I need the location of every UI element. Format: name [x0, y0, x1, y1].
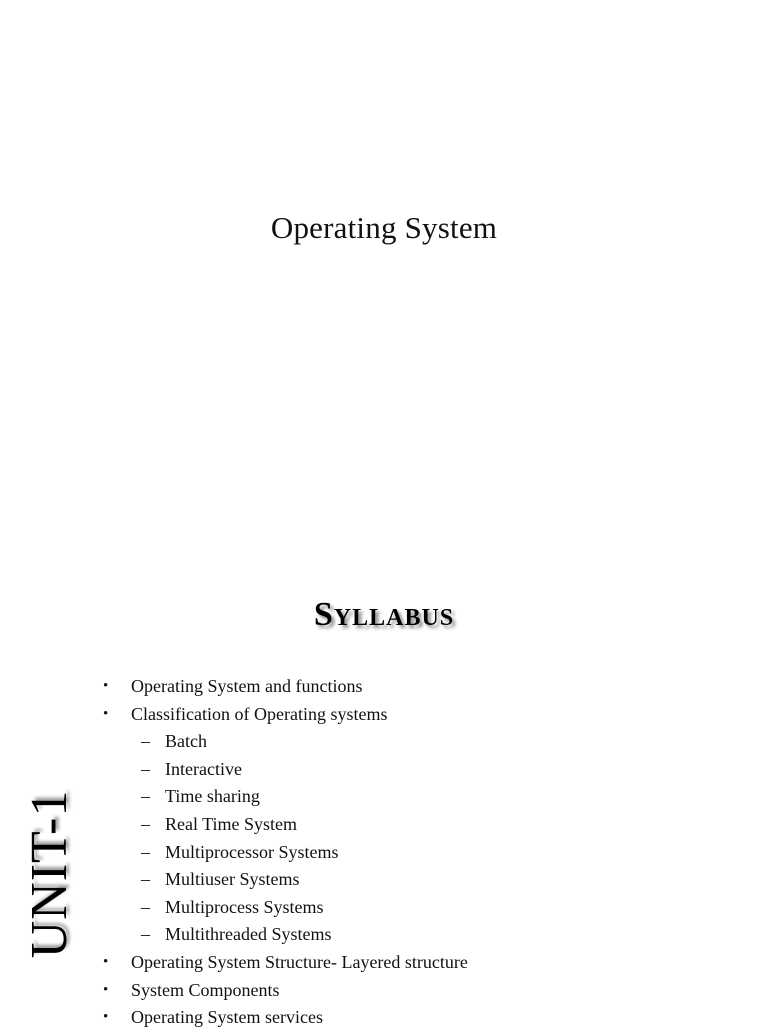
bullet-marker: • [103, 981, 109, 998]
topic-text: Classification of Operating systems [131, 703, 388, 724]
dash-marker: – [141, 786, 150, 807]
presentation-title: Operating System [270, 210, 498, 245]
topic-text: Multiprocess Systems [165, 896, 324, 917]
syllabus-subtopic [103, 783, 468, 811]
dash-marker: – [141, 758, 150, 779]
syllabus-subtopic [103, 894, 468, 922]
bullet-marker: • [103, 1009, 109, 1026]
bullet-marker: • [103, 705, 109, 722]
syllabus-subtopic [103, 728, 468, 756]
dash-marker: – [141, 731, 150, 752]
dash-marker: – [141, 896, 150, 917]
dash-marker: – [141, 924, 150, 945]
topic-text: Multiuser Systems [165, 869, 300, 890]
syllabus-topic [103, 1004, 468, 1032]
unit-label: UNIT-1 [21, 789, 78, 959]
topic-text: Time sharing [165, 786, 260, 807]
bullet-marker: • [103, 953, 109, 970]
syllabus-topic [103, 701, 468, 729]
topic-text: Multithreaded Systems [165, 924, 332, 945]
syllabus-topic [103, 977, 468, 1005]
dash-marker: – [141, 869, 150, 890]
topic-text: Interactive [165, 758, 242, 779]
syllabus-subtopic [103, 866, 468, 894]
syllabus-heading: Syllabus [313, 596, 455, 633]
topic-text: Operating System and functions [131, 676, 363, 696]
syllabus-subtopic [103, 921, 468, 949]
syllabus-subtopic [103, 811, 468, 839]
topic-text: Real Time System [165, 813, 298, 834]
topic-list [103, 673, 468, 1032]
syllabus-subtopic [103, 839, 468, 867]
dash-marker: – [141, 841, 150, 862]
topic-text: Operating System Structure- Layered structure [131, 951, 468, 972]
dash-marker: – [141, 813, 150, 834]
topic-text: System Components [131, 979, 280, 1000]
syllabus-slide [0, 576, 768, 1028]
topic-text: Multiprocessor Systems [165, 841, 339, 862]
bullet-marker: • [103, 678, 109, 694]
topic-text: Operating System services [131, 1007, 323, 1028]
syllabus-topic [103, 673, 468, 701]
syllabus-topic [103, 949, 468, 977]
topic-text: Batch [165, 731, 207, 752]
syllabus-subtopic [103, 756, 468, 784]
